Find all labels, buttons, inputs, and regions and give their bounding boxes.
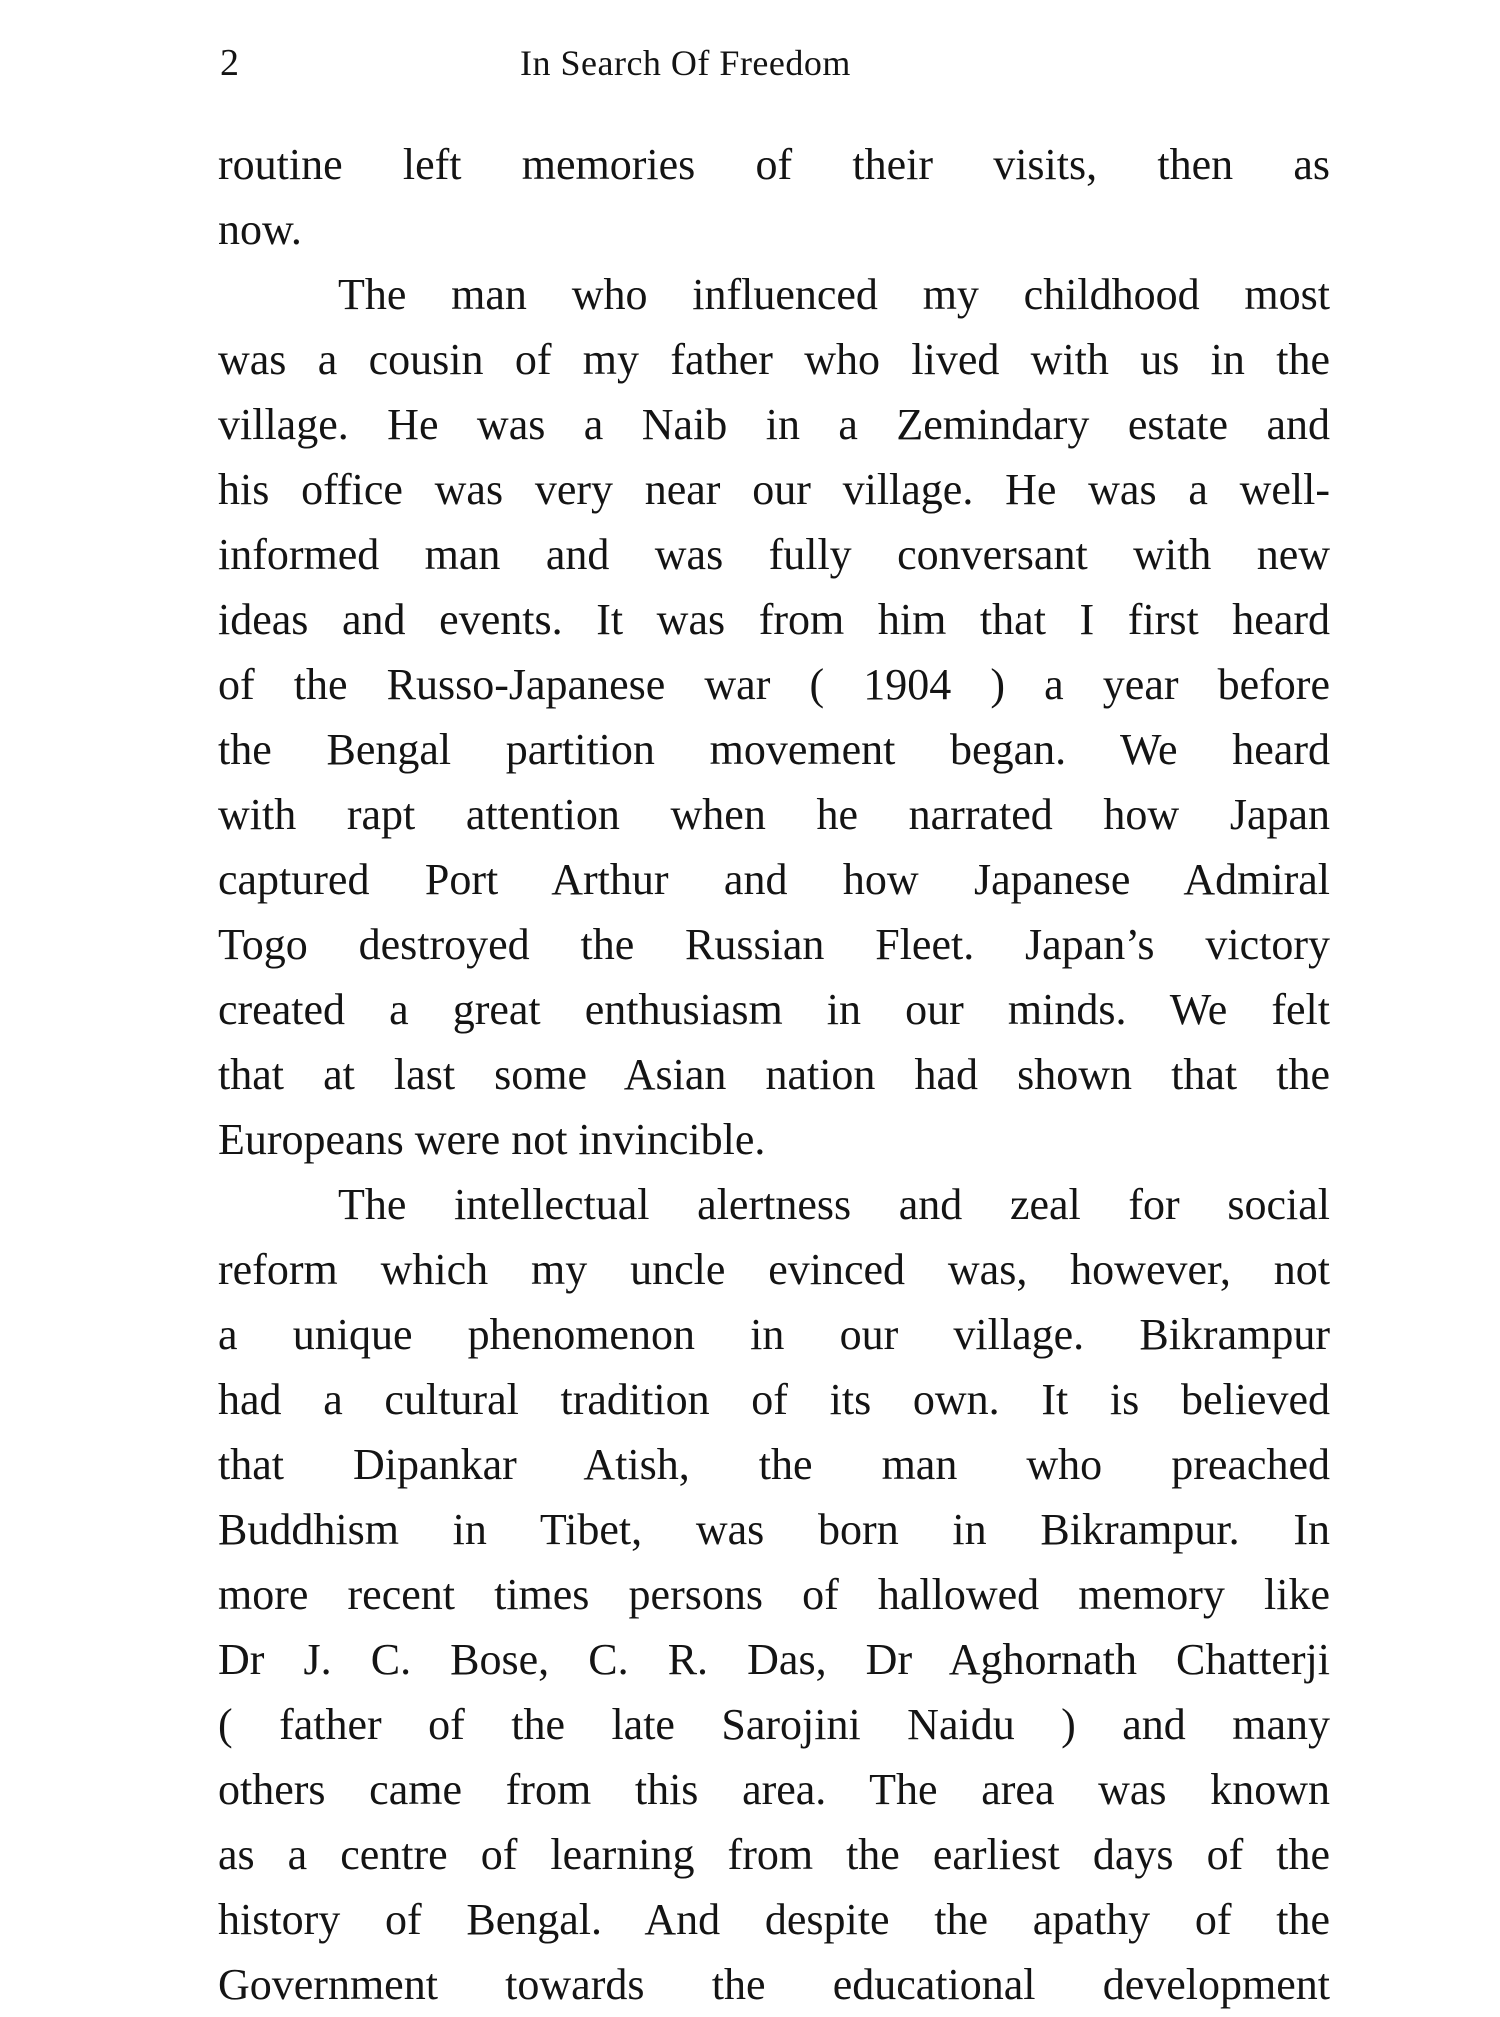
text-line: routine left memories of their visits, then as [218, 140, 1330, 189]
text-line: others came from this area. The area was known [218, 1765, 1330, 1814]
text-line: history of Bengal. And despite the apathy of the [218, 1895, 1330, 1944]
text-line: The intellectual alertness and zeal for social [338, 1180, 1330, 1229]
text-line: Government towards the educational development [218, 1960, 1330, 2009]
text-line: of the Russo-Japanese war ( 1904 ) a year before [218, 660, 1330, 709]
text-line: now. [218, 205, 302, 254]
text-line: ( father of the late Sarojini Naidu ) and many [218, 1700, 1330, 1749]
text-line: with rapt attention when he narrated how Japan [218, 790, 1330, 839]
text-line: created a great enthusiasm in our minds. We felt [218, 985, 1330, 1034]
text-line: Europeans were not invincible. [218, 1115, 766, 1164]
page-header [220, 38, 1320, 88]
text-line: more recent times persons of hallowed memory like [218, 1570, 1330, 1619]
text-line: The man who influenced my childhood most [338, 270, 1330, 319]
text-line: captured Port Arthur and how Japanese Admiral [218, 855, 1330, 904]
text-line: Dr J. C. Bose, C. R. Das, Dr Aghornath Chatterji [218, 1635, 1330, 1684]
text-line: reform which my uncle evinced was, however, not [218, 1245, 1330, 1294]
text-line: that at last some Asian nation had shown that the [218, 1050, 1330, 1099]
text-line: informed man and was fully conversant with new [218, 530, 1330, 579]
text-line: was a cousin of my father who lived with us in the [218, 335, 1330, 384]
body-text [218, 132, 1330, 2017]
page-number: 2 [220, 42, 239, 84]
text-line: as a centre of learning from the earliest days of the [218, 1830, 1330, 1879]
text-line: village. He was a Naib in a Zemindary estate and [218, 400, 1330, 449]
text-line: Togo destroyed the Russian Fleet. Japan’s victory [218, 920, 1330, 969]
text-line: Buddhism in Tibet, was born in Bikrampur. In [218, 1505, 1330, 1554]
running-title: In Search Of Freedom [520, 43, 851, 83]
text-line: had a cultural tradition of its own. It is believed [218, 1375, 1330, 1424]
text-line: his office was very near our village. He was a well- [218, 465, 1330, 514]
text-line: the Bengal partition movement began. We heard [218, 725, 1330, 774]
text-line: ideas and events. It was from him that I first heard [218, 595, 1330, 644]
text-line: a unique phenomenon in our village. Bikrampur [218, 1310, 1330, 1359]
text-line: that Dipankar Atish, the man who preached [218, 1440, 1330, 1489]
